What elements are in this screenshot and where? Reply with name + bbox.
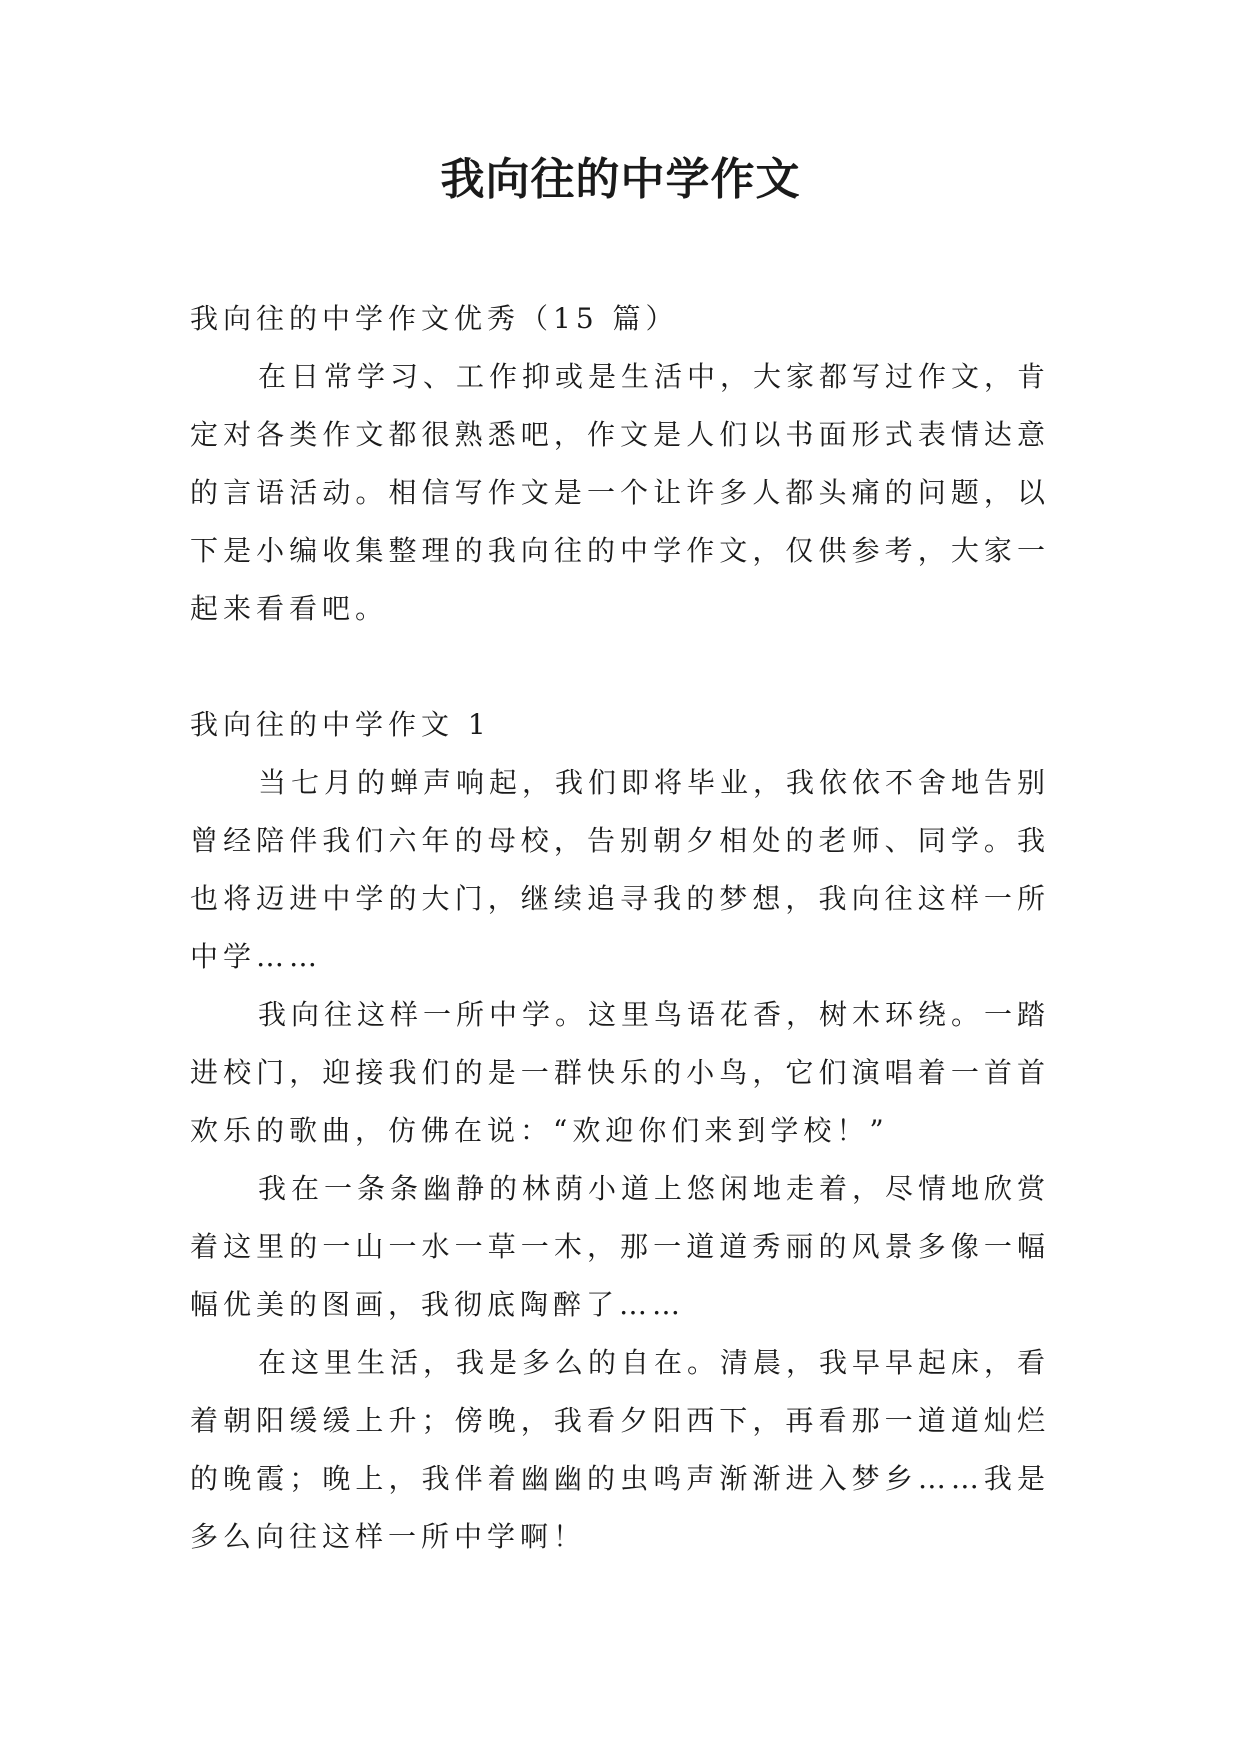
essay-paragraph: 我向往这样一所中学。这里鸟语花香，树木环绕。一踏进校门，迎接我们的是一群快乐的小鸟，它们演唱着一首首欢乐的歌曲，仿佛在说：“欢迎你们来到学校！” bbox=[190, 998, 1051, 1147]
intro-paragraph: 在日常学习、工作抑或是生活中，大家都写过作文，肯定对各类作文都很熟悉吧，作文是人们以书面形式表情达意的言语活动。相信写作文是一个让许多人都头痛的问题，以下是小编收集整理的我向往的中学作文，仅供参考，大家一起来看看吧。 bbox=[190, 360, 1051, 625]
document-subtitle: 我向往的中学作文优秀（15 篇） bbox=[190, 302, 679, 335]
essay-paragraph: 当七月的蝉声响起，我们即将毕业，我依依不舍地告别曾经陪伴我们六年的母校，告别朝夕相处的老师、同学。我也将迈进中学的大门，继续追寻我的梦想，我向往这样一所中学…… bbox=[190, 766, 1051, 973]
document-body bbox=[190, 290, 1050, 1566]
essay-paragraph: 我在一条条幽静的林荫小道上悠闲地走着，尽情地欣赏着这里的一山一水一草一木，那一道道秀丽的风景多像一幅幅优美的图画，我彻底陶醉了…… bbox=[190, 1172, 1051, 1321]
section-heading: 我向往的中学作文 1 bbox=[190, 708, 491, 741]
document-title: 我向往的中学作文 bbox=[440, 154, 801, 205]
section-spacer bbox=[190, 638, 1050, 696]
essay-paragraph: 在这里生活，我是多么的自在。清晨，我早早起床，看着朝阳缓缓上升；傍晚，我看夕阳西下，再看那一道道灿烂的晚霞；晚上，我伴着幽幽的虫鸣声渐渐进入梦乡……我是多么向往这样一所中学啊！ bbox=[190, 1346, 1051, 1553]
